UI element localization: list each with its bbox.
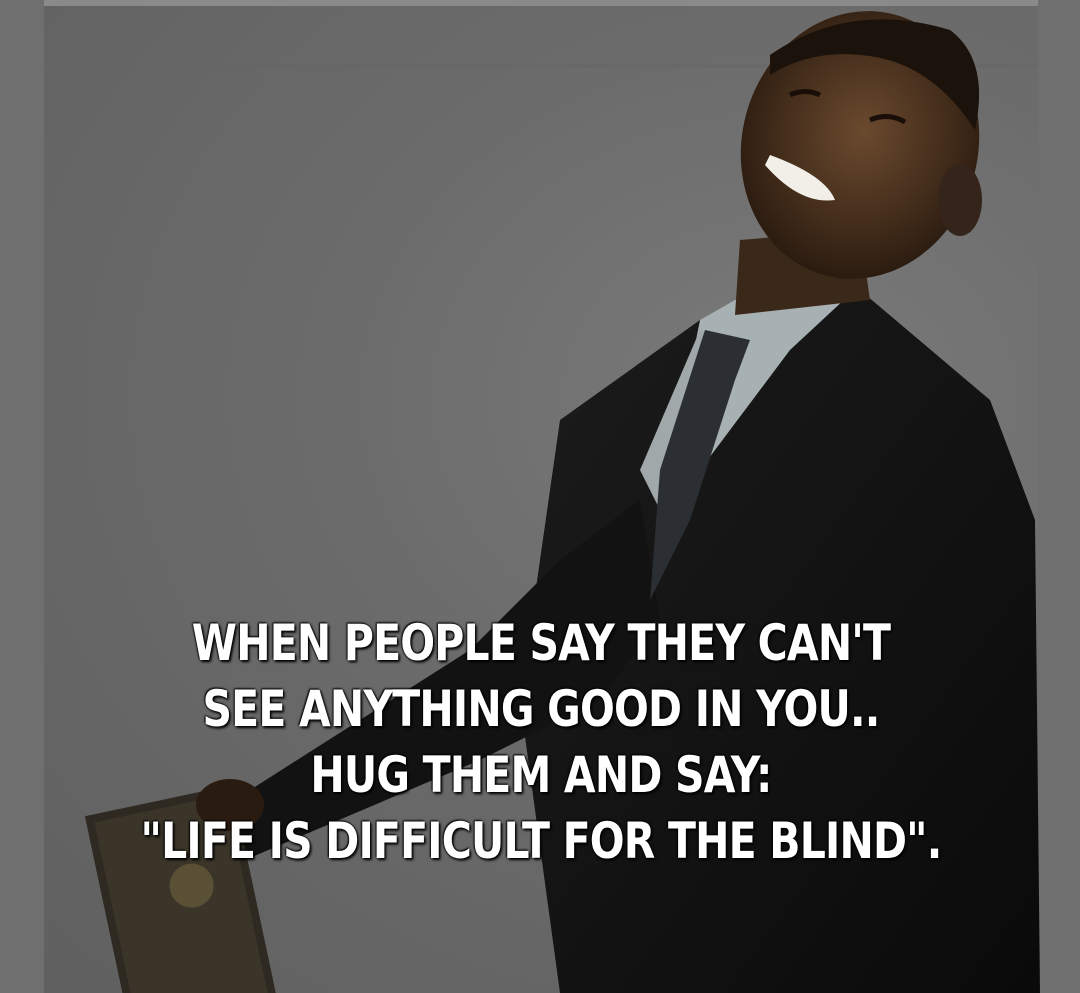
caption-line: WHEN PEOPLE SAY THEY CAN'T bbox=[191, 614, 891, 672]
caption-line: HUG THEM AND SAY: bbox=[310, 746, 772, 804]
caption-line: "LIFE IS DIFFICULT FOR THE BLIND". bbox=[140, 812, 942, 870]
meme-caption bbox=[133, 610, 948, 874]
caption-line: SEE ANYTHING GOOD IN YOU.. bbox=[202, 680, 880, 738]
